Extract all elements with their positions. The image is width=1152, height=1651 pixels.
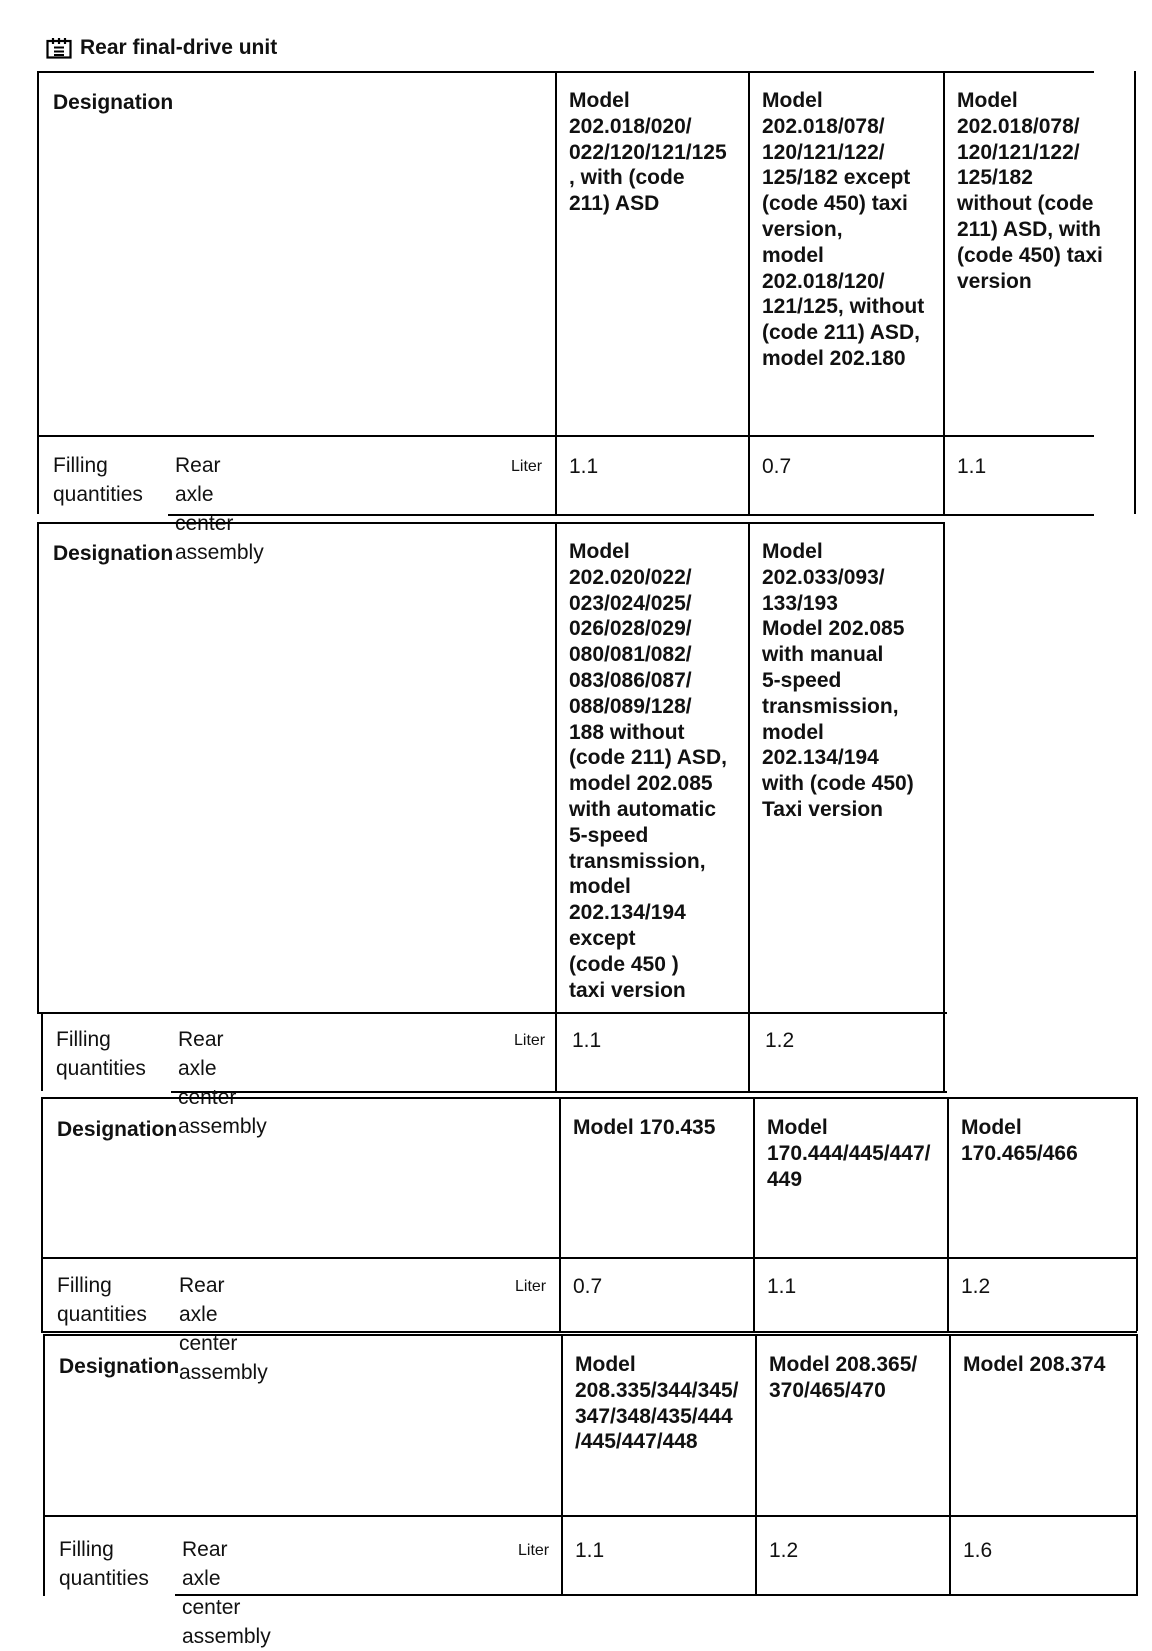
filling-value: 1.1 [569, 455, 599, 478]
rear-axle-label: Rear axle center assembly [182, 1538, 271, 1648]
filling-quantities-label: Filling quantities [59, 1538, 149, 1590]
rear-axle-label: Rear axle center assembly [179, 1274, 268, 1384]
filling-value: 1.1 [767, 1275, 797, 1298]
designation-header: Designation [53, 91, 174, 114]
rear-axle-label: Rear axle center assembly [175, 454, 264, 564]
filling-quantities-label: Filling quantities [56, 1028, 146, 1080]
note-icon [46, 37, 72, 59]
model-header: Model 202.020/022/ 023/024/025/ 026/028/029/ 080/081/082/ 083/086/087/ 088/089/128/ 188 without (code 211) ASD, model 202.085 with automatic 5-speed transmission, model 202.134/194 except (code 450 ) taxi version [569, 540, 727, 1002]
filling-value: 1.2 [961, 1275, 991, 1298]
filling-value: 0.7 [573, 1275, 603, 1298]
designation-header: Designation [53, 542, 174, 565]
filling-value: 1.1 [575, 1539, 605, 1562]
unit-label: Liter [518, 1542, 550, 1559]
model-header: Model 208.335/344/345/ 347/348/435/444 /445/447/448 [575, 1353, 739, 1454]
model-header: Model 170.435 [573, 1116, 716, 1139]
filling-quantities-label: Filling quantities [57, 1274, 147, 1326]
unit-label: Liter [514, 1032, 546, 1049]
filling-value: 1.1 [572, 1029, 602, 1052]
section-title: Rear final-drive unit [80, 36, 278, 59]
model-header: Model 202.018/078/ 120/121/122/ 125/182 without (code 211) ASD, with (code 450) taxi version [957, 89, 1103, 293]
filling-value: 0.7 [762, 455, 792, 478]
model-header: Model 208.365/ 370/465/470 [769, 1353, 918, 1402]
section-heading [46, 36, 277, 60]
model-header: Model 208.374 [963, 1353, 1106, 1376]
filling-value: 1.1 [957, 455, 987, 478]
filling-value: 1.2 [769, 1539, 799, 1562]
designation-header: Designation [57, 1118, 178, 1141]
filling-quantities-label: Filling quantities [53, 454, 143, 506]
unit-label: Liter [515, 1278, 547, 1295]
filling-value: 1.2 [765, 1029, 795, 1052]
model-header: Model 202.018/020/ 022/120/121/125 , with (code 211) ASD [569, 89, 727, 216]
designation-header: Designation [59, 1355, 180, 1378]
filling-value: 1.6 [963, 1539, 993, 1562]
model-header: Model 202.033/093/ 133/193 Model 202.085 with manual 5-speed transmission, model 202.134/194 with (code 450) Taxi version [762, 540, 914, 821]
model-header: Model 170.465/466 [961, 1116, 1078, 1165]
model-header: Model 170.444/445/447/ 449 [767, 1116, 931, 1191]
rear-axle-label: Rear axle center assembly [178, 1028, 267, 1138]
unit-label: Liter [511, 458, 543, 475]
model-header: Model 202.018/078/ 120/121/122/ 125/182 except (code 450) taxi version, model 202.018/120/ 121/125, without (code 211) ASD, model 202.180 [762, 89, 925, 370]
